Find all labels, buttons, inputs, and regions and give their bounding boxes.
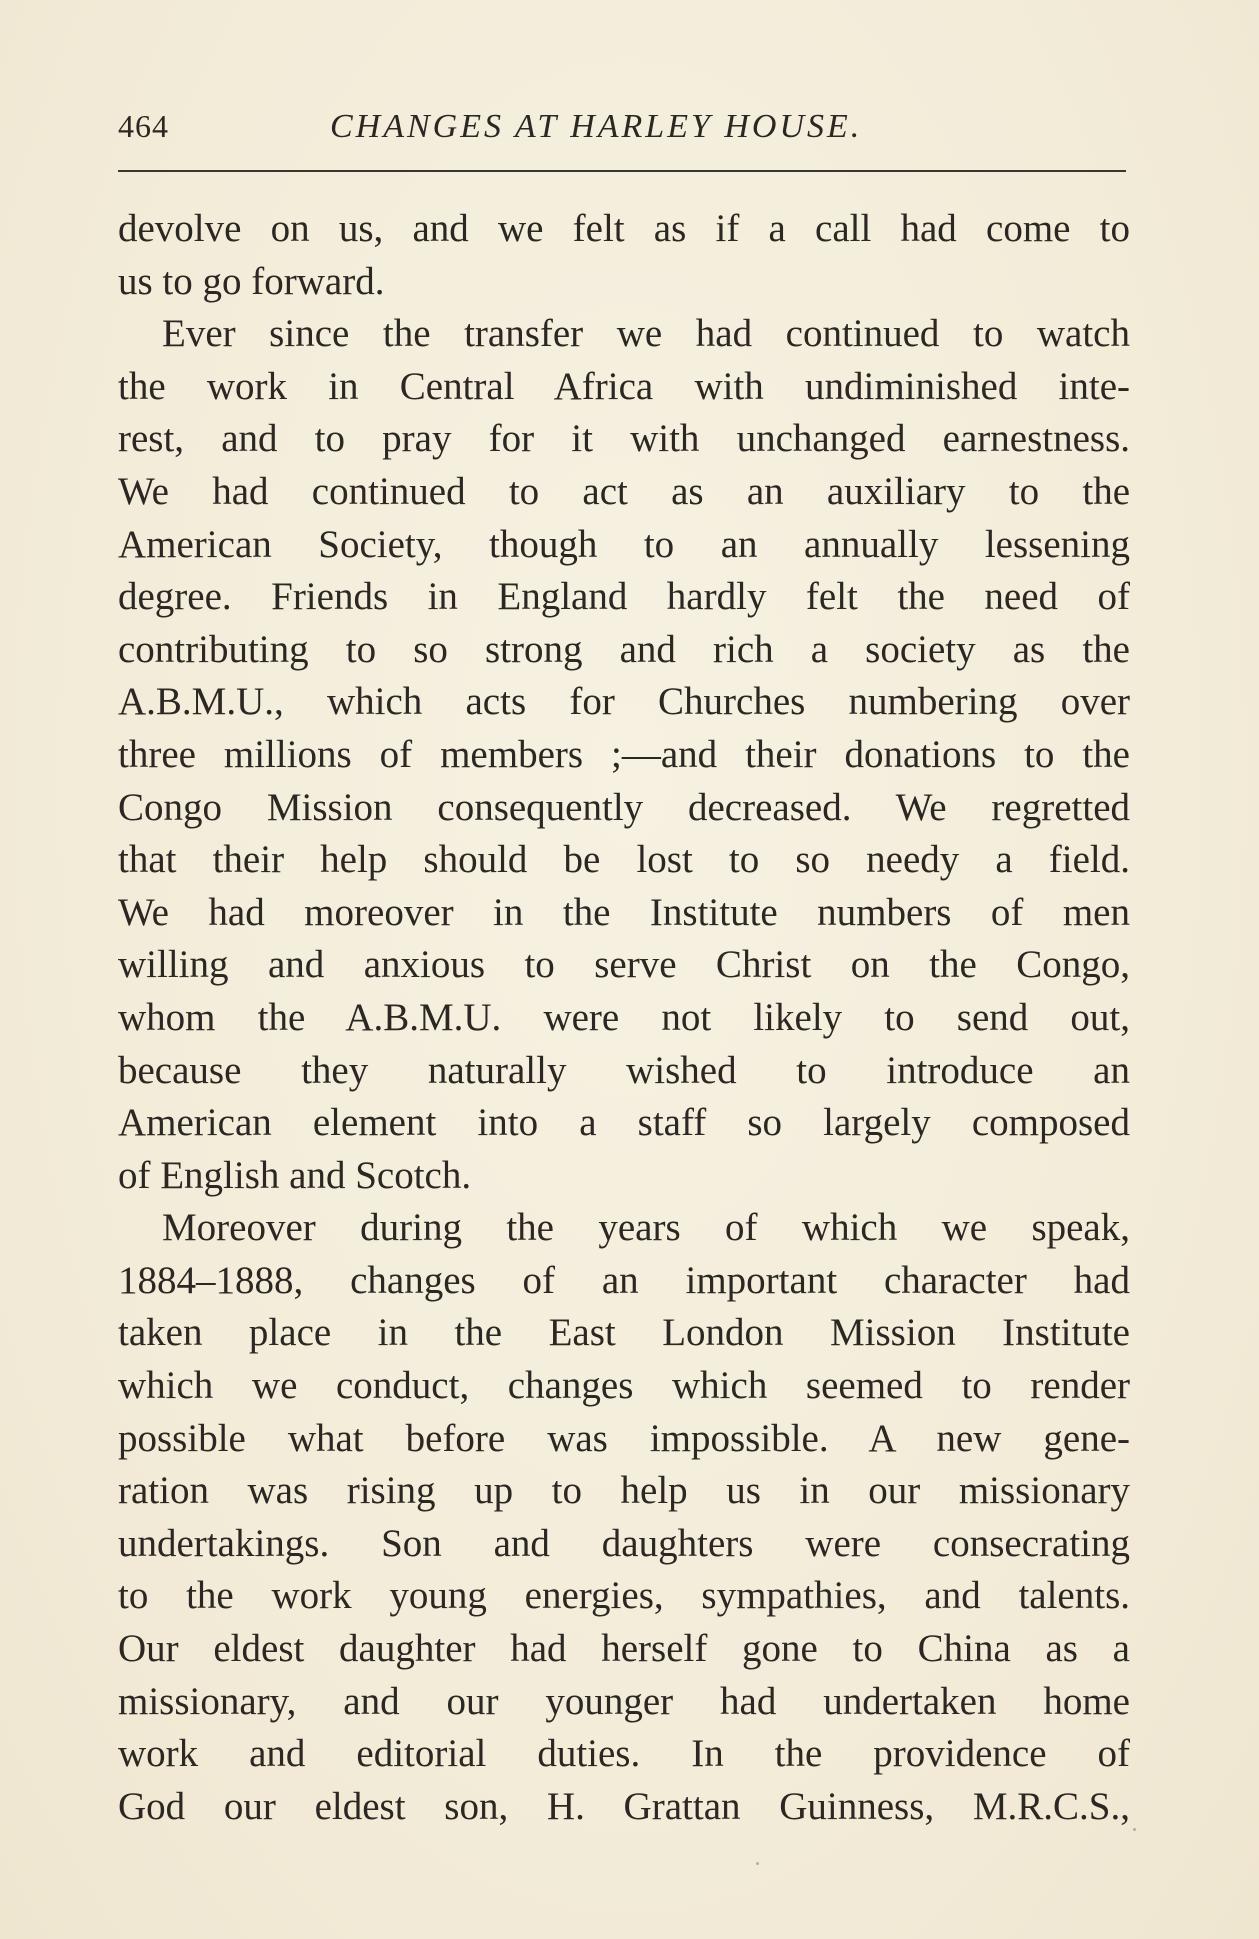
text-line: work and editorial duties. In the providence of — [118, 1732, 1130, 1776]
text-line: willing and anxious to serve Christ on the Congo, — [118, 943, 1130, 987]
text-line: We had continued to act as an auxiliary to the — [118, 469, 1130, 513]
text-line: God our eldest son, H. Grattan Guinness, M.R.C.S., — [118, 1784, 1130, 1828]
text-line: rest, and to pray for it with unchanged earnestness. — [118, 417, 1130, 461]
text-line: Ever since the transfer we had continued to watch — [162, 312, 1130, 356]
paper-speck — [1133, 1828, 1136, 1831]
text-line: that their help should be lost to so needy a field. — [118, 838, 1130, 882]
text-line: devolve on us, and we felt as if a call had come to — [118, 207, 1130, 250]
text-line: We had moreover in the Institute numbers of men — [118, 890, 1130, 934]
text-line: American element into a staff so largely composed — [118, 1101, 1130, 1145]
text-line: taken place in the East London Mission Institute — [118, 1311, 1130, 1355]
text-line: degree. Friends in England hardly felt the need of — [118, 575, 1130, 619]
text-line: of English and Scotch. — [118, 1153, 472, 1197]
text-line: the work in Central Africa with undiminished inte- — [118, 364, 1130, 408]
text-line: possible what before was impossible. A new gene- — [118, 1416, 1130, 1460]
page-number: 464 — [118, 108, 169, 144]
text-line: ration was rising up to help us in our missionary — [118, 1469, 1130, 1513]
text-line: because they naturally wished to introduce an — [118, 1048, 1130, 1092]
body-text — [118, 203, 1130, 1833]
text-line: 1884–1888, changes of an important character had — [118, 1258, 1130, 1302]
text-line: Moreover during the years of which we speak, — [162, 1206, 1130, 1250]
paper-speck — [756, 1862, 759, 1865]
text-line: whom the A.B.M.U. were not likely to send out, — [118, 995, 1130, 1039]
text-line: Congo Mission consequently decreased. We regretted — [118, 785, 1130, 829]
running-title: CHANGES AT HARLEY HOUSE. — [330, 108, 863, 145]
text-line: missionary, and our younger had undertaken home — [118, 1679, 1130, 1723]
text-line: American Society, though to an annually lessening — [118, 522, 1130, 566]
text-line: three millions of members ;—and their donations to the — [118, 732, 1130, 776]
text-line: A.B.M.U., which acts for Churches numbering over — [118, 680, 1130, 724]
text-line: Our eldest daughter had herself gone to China as a — [118, 1627, 1130, 1671]
text-line: to the work young energies, sympathies, and talents. — [118, 1574, 1130, 1618]
text-line: which we conduct, changes which seemed to render — [118, 1364, 1130, 1408]
text-line: undertakings. Son and daughters were consecrating — [118, 1521, 1130, 1565]
text-line: contributing to so strong and rich a society as the — [118, 627, 1130, 671]
header-rule — [118, 170, 1126, 172]
text-line: us to go forward. — [118, 259, 385, 303]
page-header — [118, 108, 1128, 158]
